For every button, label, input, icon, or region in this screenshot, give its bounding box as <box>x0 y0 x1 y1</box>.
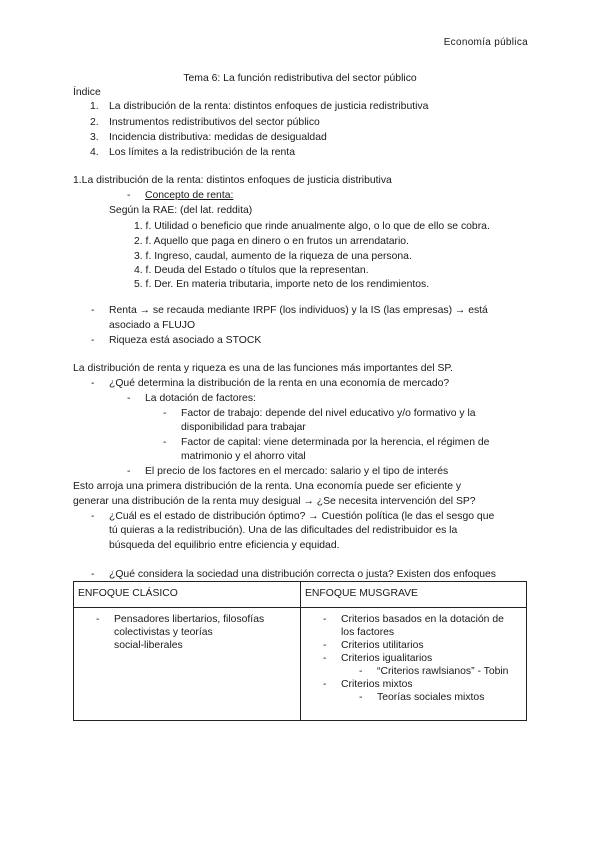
index-item-3: Incidencia distributiva: medidas de desigualdad <box>109 132 327 143</box>
factor-trabajo-line-2: disponibilidad para trabajar <box>181 422 306 433</box>
page-title: Tema 6: La función redistributiva del sector público <box>183 73 417 84</box>
justa-question: ¿Qué considera la sociedad una distribución correcta o justa? Existen dos enfoques <box>109 569 496 580</box>
factor-capital-line-1: Factor de capital: viene determinada por la herencia, el régimen de <box>181 437 490 448</box>
definition-2: 2. f. Aquello que paga en dinero o en frutos un arrendatario. <box>134 236 409 247</box>
bullet-dash: - <box>163 408 167 419</box>
col2-header: ENFOQUE MUSGRAVE <box>305 588 418 599</box>
bullet-dash: - <box>163 437 167 448</box>
musgrave-rawlsianos: “Criterios rawlsianos” - Tobin <box>377 666 509 677</box>
index-heading: Índice <box>73 87 101 98</box>
bullet-dash: - <box>91 378 95 389</box>
bullet-dash: - <box>323 640 327 651</box>
bullet-dash: - <box>359 692 363 703</box>
table-cell-musgrave <box>301 608 527 721</box>
definition-3: 3. f. Ingreso, caudal, aumento de la riqueza de una persona. <box>134 251 412 262</box>
bullet-dash: - <box>127 190 131 201</box>
factor-trabajo-line-1: Factor de trabajo: depende del nivel educativo y/o formativo y la <box>181 408 476 419</box>
index-item-4: Los límites a la redistribución de la renta <box>109 147 295 158</box>
clasico-line-1: Pensadores libertarios, filosofías <box>114 614 265 625</box>
renta-line-2: asociado a FLUJO <box>109 320 196 331</box>
musgrave-dotacion-1: Criterios basados en la dotación de <box>341 614 504 625</box>
clasico-line-3: social-liberales <box>114 640 183 651</box>
paragraph-line-1: Esto arroja una primera distribución de la renta. Una economía puede ser eficiente y <box>73 481 462 492</box>
bullet-dash: - <box>359 666 363 677</box>
section-1-heading: 1.La distribución de la renta: distintos enfoques de justicia distributiva <box>73 175 392 186</box>
rae-intro: Según la RAE: (del lat. reddita) <box>109 205 253 216</box>
header-subject: Economía pública <box>443 37 528 48</box>
col1-header: ENFOQUE CLÁSICO <box>78 588 178 599</box>
bullet-dash: - <box>91 305 95 316</box>
musgrave-dotacion-2: los factores <box>341 627 395 638</box>
musgrave-teorias: Teorías sociales mixtos <box>377 692 485 703</box>
bullet-dash: - <box>323 653 327 664</box>
bullet-dash: - <box>323 679 327 690</box>
bullet-dash: - <box>127 393 131 404</box>
distribution-intro: La distribución de renta y riqueza es una de las funciones más importantes del SP. <box>73 363 453 374</box>
enfoques-table <box>73 581 527 721</box>
index-item-1-number: 1. <box>90 101 99 112</box>
dotacion-factores: La dotación de factores: <box>145 393 256 404</box>
table-header-musgrave <box>301 582 527 608</box>
index-item-4-number: 4. <box>90 147 99 158</box>
concept-label: Concepto de renta: <box>145 190 234 201</box>
optimo-line-1: ¿Cuál es el estado de distribución óptimo? → Cuestión política (le das el sesgo que <box>109 511 495 522</box>
bullet-dash: - <box>91 335 95 346</box>
riqueza-line: Riqueza está asociado a STOCK <box>109 335 262 346</box>
factor-capital-line-2: matrimonio y el ahorro vital <box>181 451 306 462</box>
definition-5: 5. f. Der. En materia tributaria, importe neto de los rendimientos. <box>134 279 430 290</box>
optimo-line-3: búsqueda del equilibrio entre eficiencia y equidad. <box>109 540 340 551</box>
question-determina: ¿Qué determina la distribución de la renta en una economía de mercado? <box>109 378 450 389</box>
clasico-line-2: colectivistas y teorías <box>114 627 213 638</box>
musgrave-igualitarios: Criterios igualitarios <box>341 653 433 664</box>
table-header-clasico <box>74 582 301 608</box>
bullet-dash: - <box>91 569 95 580</box>
bullet-dash: - <box>96 614 100 625</box>
optimo-line-2: tú quieras a la redistribución). Una de las dificultades del redistribuidor es la <box>109 525 458 536</box>
bullet-dash: - <box>91 511 95 522</box>
musgrave-mixtos: Criterios mixtos <box>341 679 413 690</box>
definition-1: 1. f. Utilidad o beneficio que rinde anualmente algo, o lo que de ello se cobra. <box>134 221 490 232</box>
bullet-dash: - <box>127 466 131 477</box>
table-cell-clasico <box>74 608 301 721</box>
index-item-3-number: 3. <box>90 132 99 143</box>
index-item-2: Instrumentos redistributivos del sector público <box>109 117 320 128</box>
index-item-2-number: 2. <box>90 117 99 128</box>
index-item-1: La distribución de la renta: distintos enfoques de justicia redistributiva <box>109 101 429 112</box>
definition-4: 4. f. Deuda del Estado o títulos que la representan. <box>134 265 369 276</box>
bullet-dash: - <box>323 614 327 625</box>
renta-line-1: Renta → se recauda mediante IRPF (los individuos) y la IS (las empresas) → está <box>109 305 488 316</box>
musgrave-utilitarios: Criterios utilitarios <box>341 640 424 651</box>
precio-factores: El precio de los factores en el mercado: salario y el tipo de interés <box>145 466 449 477</box>
paragraph-line-2: generar una distribución de la renta muy desigual → ¿Se necesita intervención del SP? <box>73 496 476 507</box>
